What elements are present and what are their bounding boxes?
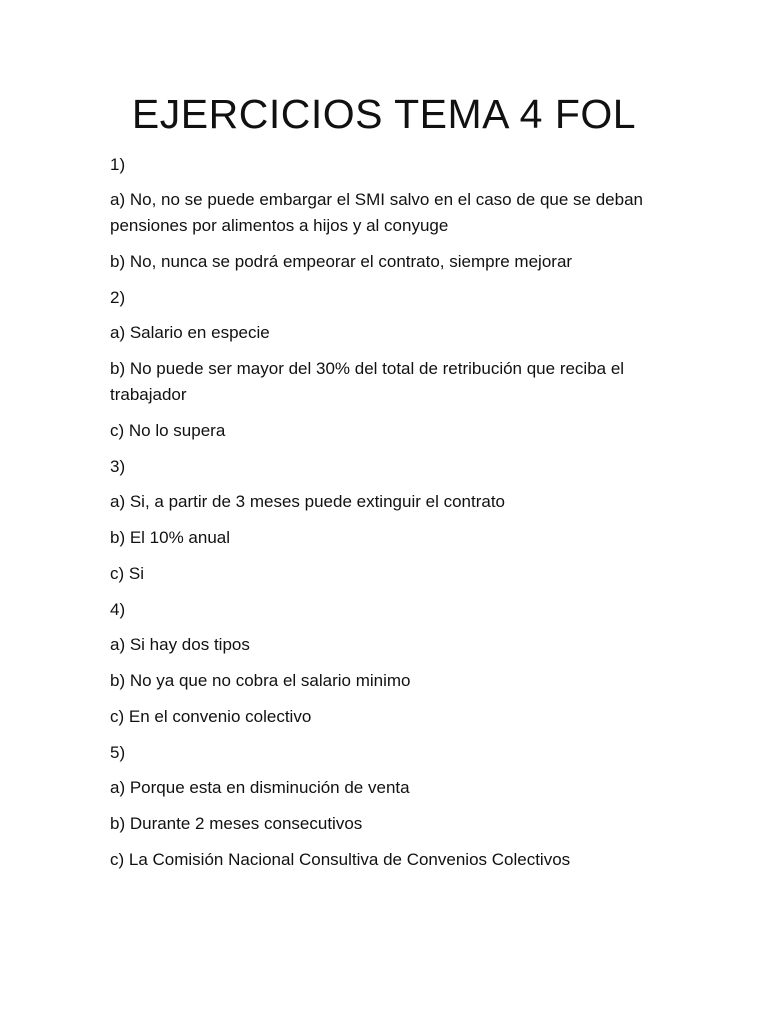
document-body [110,152,650,883]
question-number: 4) [110,600,126,619]
question-number: 3) [110,457,126,476]
answer-line: c) Si [110,564,144,583]
document-title: EJERCICIOS TEMA 4 FOL [131,91,637,137]
answer-line: a) Salario en especie [110,323,270,342]
answer-line: a) Porque esta en disminución de venta [110,778,410,797]
answer-line: a) Si, a partir de 3 meses puede extinguir el contrato [110,492,505,511]
answer-line: b) No ya que no cobra el salario minimo [110,671,411,690]
answer-line: c) La Comisión Nacional Consultiva de Convenios Colectivos [110,850,571,869]
answer-line: a) Si hay dos tipos [110,635,250,654]
question-number: 5) [110,743,126,762]
answer-line: c) En el convenio colectivo [110,707,312,726]
answer-line: b) No puede ser mayor del 30% del total de retribución que reciba el trabajador [110,359,625,404]
question-number: 1) [110,155,126,174]
answer-line: a) No, no se puede embargar el SMI salvo en el caso de que se deban pensiones por alimentos a hijos y al conyuge [110,190,644,235]
answer-line: b) No, nunca se podrá empeorar el contrato, siempre mejorar [110,252,573,271]
answer-line: b) Durante 2 meses consecutivos [110,814,363,833]
answer-line: b) El 10% anual [110,528,231,547]
answer-line: c) No lo supera [110,421,226,440]
question-number: 2) [110,288,126,307]
